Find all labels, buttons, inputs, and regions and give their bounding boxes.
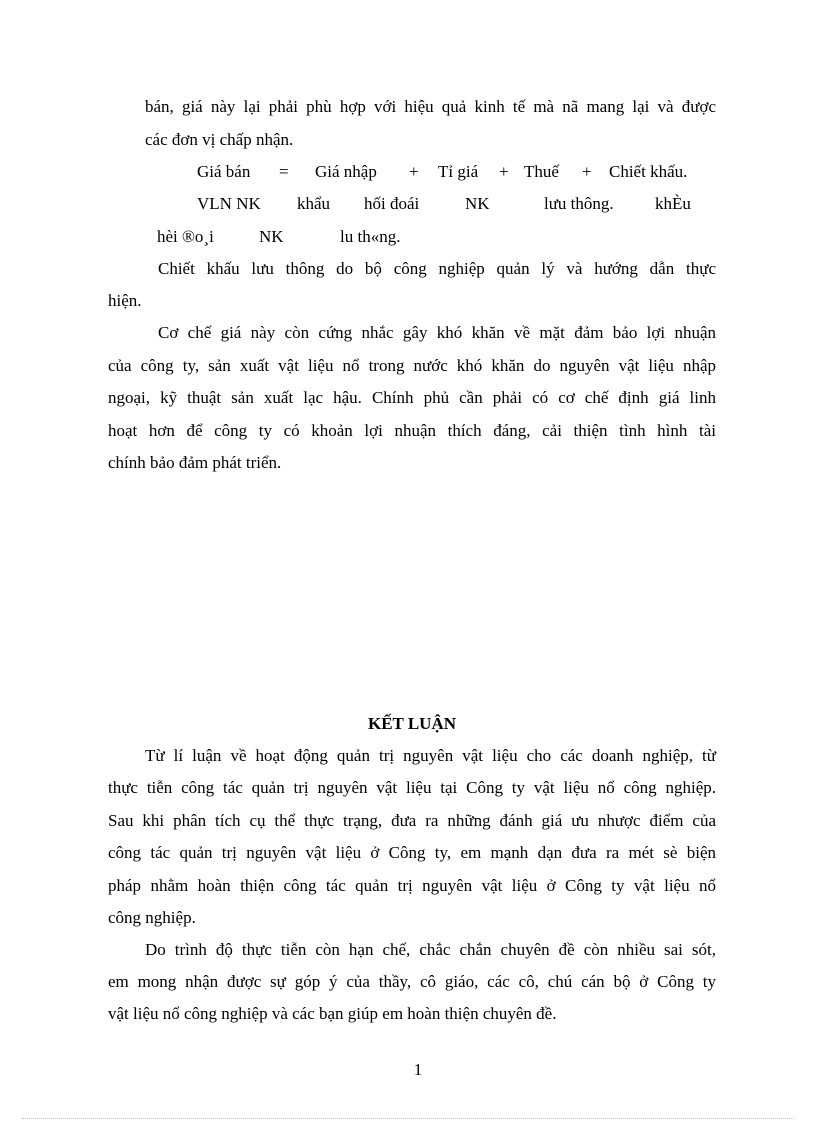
formula-operator: = — [279, 162, 289, 181]
text-line: thực tiễn công tác quản trị nguyên vật liệu tại Công ty vật liệu nổ công nghiệp. — [108, 778, 716, 797]
formula-term: Giá bán — [197, 162, 251, 181]
formula-subterm: khÈu — [655, 194, 691, 213]
formula-subterm: VLN NK — [197, 194, 261, 213]
formula-operator: + — [499, 162, 509, 181]
formula-term: Thuế — [524, 162, 559, 181]
formula-operator: + — [582, 162, 592, 181]
formula-subterm: lu th«ng. — [340, 227, 401, 246]
text-line: ngoại, kỹ thuật sản xuất lạc hậu. Chính phủ cần phải có cơ chế định giá linh — [108, 388, 716, 407]
text-line: hiện. — [108, 291, 142, 310]
section-title: KẾT LUẬN — [367, 714, 456, 733]
page-bottom-divider — [22, 1118, 794, 1119]
formula-term: Chiết khấu. — [609, 162, 688, 181]
text-line: công tác quản trị nguyên vật liệu ở Công ty, em mạnh dạn đưa ra mét sè biện — [108, 843, 716, 862]
formula-subterm: khẩu — [297, 194, 331, 213]
text-line: các đơn vị chấp nhận. — [145, 130, 294, 149]
text-line: em mong nhận được sự góp ý của thầy, cô giáo, các cô, chú cán bộ ở Công ty — [108, 972, 716, 991]
text-line: của công ty, sản xuất vật liệu nổ trong nước khó khăn do nguyên vật liệu nhập — [108, 356, 716, 375]
text-line: hoạt hơn để công ty có khoản lợi nhuận thích đáng, cải thiện tình hình tài — [108, 421, 716, 440]
page-number: 1 — [413, 1060, 423, 1079]
text-line: Do trình độ thực tiễn còn hạn chế, chắc chắn chuyên đề còn nhiều sai sót, — [145, 940, 716, 959]
formula-term: Giá nhập — [315, 162, 377, 181]
text-line: công nghiệp. — [108, 908, 196, 927]
formula-term: Tỉ giá — [438, 162, 479, 181]
formula-subterm: NK — [465, 194, 490, 213]
text-line: bán, giá này lại phải phù hợp với hiệu quả kinh tế mà nã mang lại và được — [145, 97, 716, 116]
text-line: pháp nhằm hoàn thiện công tác quản trị nguyên vật liệu ở Công ty vật liệu nổ — [108, 876, 716, 895]
formula-operator: + — [409, 162, 419, 181]
text-line: chính bảo đảm phát triển. — [108, 453, 282, 472]
text-line: Từ lí luận về hoạt động quản trị nguyên vật liệu cho các doanh nghiệp, từ — [145, 746, 716, 765]
text-line: Sau khi phân tích cụ thể thực trạng, đưa ra những đánh giá ưu nhược điểm của — [108, 811, 716, 830]
formula-subterm: hối đoái — [364, 194, 420, 213]
formula-subterm: NK — [259, 227, 284, 246]
text-line: Chiết khấu lưu thông do bộ công nghiệp quản lý và hướng dẫn thực — [158, 259, 716, 278]
text-line: Cơ chế giá này còn cứng nhắc gây khó khăn về mặt đảm bảo lợi nhuận — [158, 323, 716, 342]
formula-subterm: hèi ®o¸i — [157, 227, 214, 246]
text-line: vật liệu nổ công nghiệp và các bạn giúp em hoàn thiện chuyên đề. — [108, 1004, 557, 1023]
formula-subterm: lưu thông. — [544, 194, 614, 213]
